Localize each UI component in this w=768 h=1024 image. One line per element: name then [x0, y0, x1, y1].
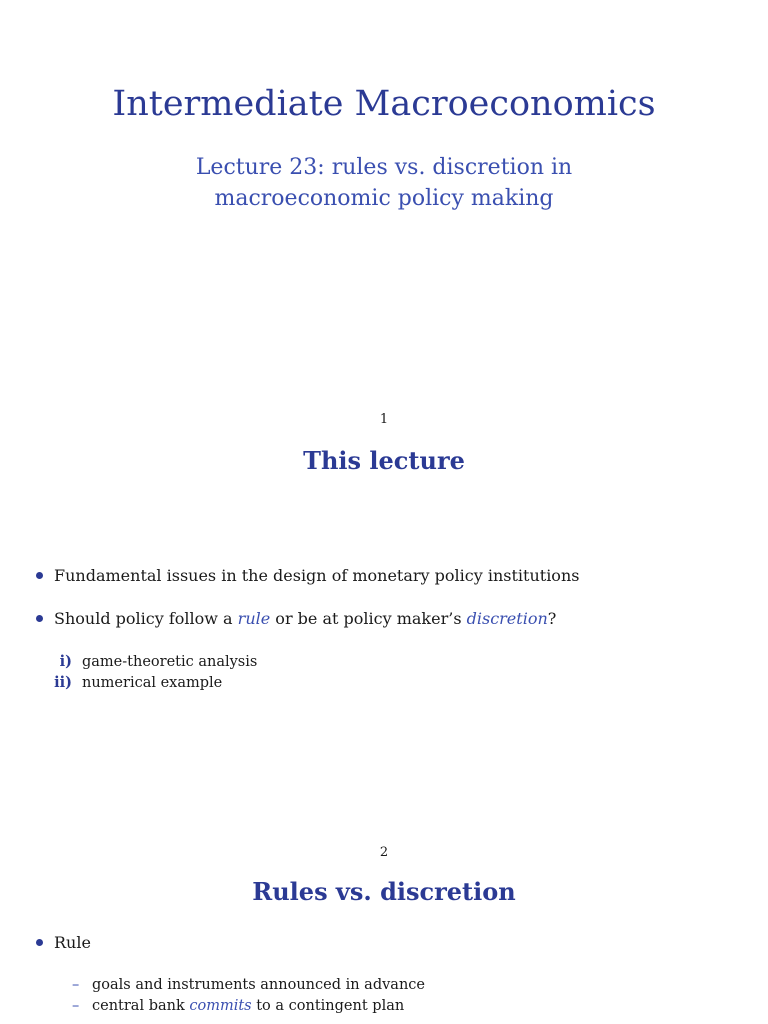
- enum-text: game-theoretic analysis: [82, 654, 258, 670]
- sub-item-text: [92, 996, 404, 1016]
- bullet-text: Fundamental issues in the design of monetary policy institutions: [54, 566, 580, 585]
- discretion-emphasis: discretion: [466, 609, 548, 628]
- bullet-text-part: ?: [547, 609, 557, 628]
- bullet-text: Rule: [54, 933, 91, 952]
- bullet-icon: [36, 572, 43, 579]
- rule-emphasis: rule: [237, 609, 271, 628]
- dash-icon: –: [72, 998, 80, 1014]
- sub-item: [72, 975, 425, 995]
- dash-icon: –: [72, 977, 80, 993]
- enum-item: [0, 673, 222, 693]
- bullet-item: [36, 566, 579, 586]
- subtitle-line-2: macroeconomic policy making: [214, 186, 554, 211]
- lecture-subtitle: [0, 152, 768, 214]
- bullet-item: [36, 609, 556, 629]
- sub-item-text-part: to a contingent plan: [251, 998, 405, 1014]
- frame-title-rules-vs-discretion: Rules vs. discretion: [252, 877, 516, 906]
- bullet-icon: [36, 939, 43, 946]
- lecture-course-title: Intermediate Macroeconomics: [112, 84, 656, 124]
- commits-emphasis: commits: [189, 998, 252, 1014]
- sub-item: [72, 996, 404, 1016]
- enum-label: i): [59, 653, 72, 670]
- sub-item-text-part: central bank: [92, 998, 190, 1014]
- enum-label: ii): [54, 674, 72, 691]
- bullet-item: [36, 933, 91, 953]
- bullet-text-part: Should policy follow a: [54, 609, 238, 628]
- subtitle-line-1: Lecture 23: rules vs. discretion in: [195, 155, 573, 180]
- sub-item-text: goals and instruments announced in advance: [92, 977, 425, 993]
- bullet-text-part: or be at policy maker’s: [270, 609, 467, 628]
- bullet-icon: [36, 615, 43, 622]
- page-number-1: 1: [379, 412, 389, 427]
- enum-text: numerical example: [82, 675, 223, 691]
- bullet-text: [54, 609, 556, 629]
- frame-title-this-lecture: This lecture: [303, 446, 465, 475]
- enum-item: [0, 652, 257, 672]
- page-number-2: 2: [379, 845, 389, 860]
